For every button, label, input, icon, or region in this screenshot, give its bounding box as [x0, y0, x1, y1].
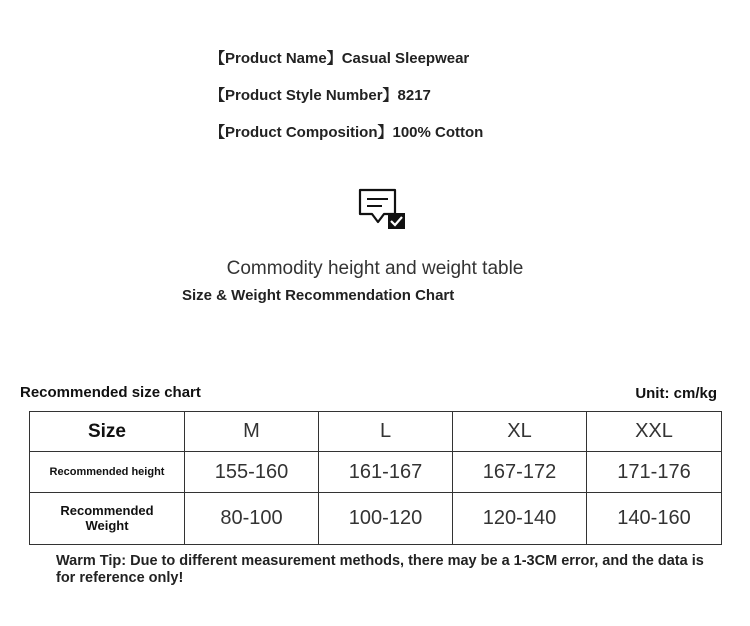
heading-commodity-table: Commodity height and weight table	[226, 258, 524, 279]
header-cell-l: L	[319, 412, 453, 452]
product-composition-line	[210, 121, 483, 142]
row-label-weight: Recommended Weight	[30, 492, 185, 544]
product-style-label: 【Product Style Number】	[210, 87, 398, 104]
table-cell: 161-167	[319, 452, 453, 492]
table-cell: 80-100	[185, 492, 319, 544]
table-cell: 140-160	[587, 492, 722, 544]
product-composition-label: 【Product Composition】	[210, 124, 393, 141]
table-label: Recommended size chart	[20, 384, 201, 401]
row-label-height: Recommended height	[30, 452, 185, 492]
table-row-height	[30, 452, 722, 492]
product-composition-value: 100% Cotton	[392, 124, 484, 141]
size-table	[29, 411, 722, 545]
product-style-value: 8217	[397, 87, 431, 104]
table-cell: 100-120	[319, 492, 453, 544]
product-name-value: Casual Sleepwear	[341, 50, 470, 67]
header-cell-m: M	[185, 412, 319, 452]
header-cell-xxl: XXL	[587, 412, 722, 452]
table-header-row	[30, 412, 722, 452]
table-cell: 120-140	[453, 492, 587, 544]
product-name-line	[210, 47, 469, 68]
unit-label: Unit: cm/kg	[635, 385, 717, 402]
table-row-weight	[30, 492, 722, 544]
table-cell: 171-176	[587, 452, 722, 492]
warm-tip: Warm Tip: Due to different measurement methods, there may be a 1-3CM error, and the data is for reference only!	[56, 553, 704, 586]
table-cell: 155-160	[185, 452, 319, 492]
header-cell-xl: XL	[453, 412, 587, 452]
table-cell: 167-172	[453, 452, 587, 492]
heading-size-weight-chart: Size & Weight Recommendation Chart	[182, 287, 455, 304]
message-check-icon	[358, 188, 408, 232]
product-name-label: 【Product Name】	[210, 50, 342, 67]
header-cell-size: Size	[30, 412, 185, 452]
product-style-line	[210, 84, 431, 105]
